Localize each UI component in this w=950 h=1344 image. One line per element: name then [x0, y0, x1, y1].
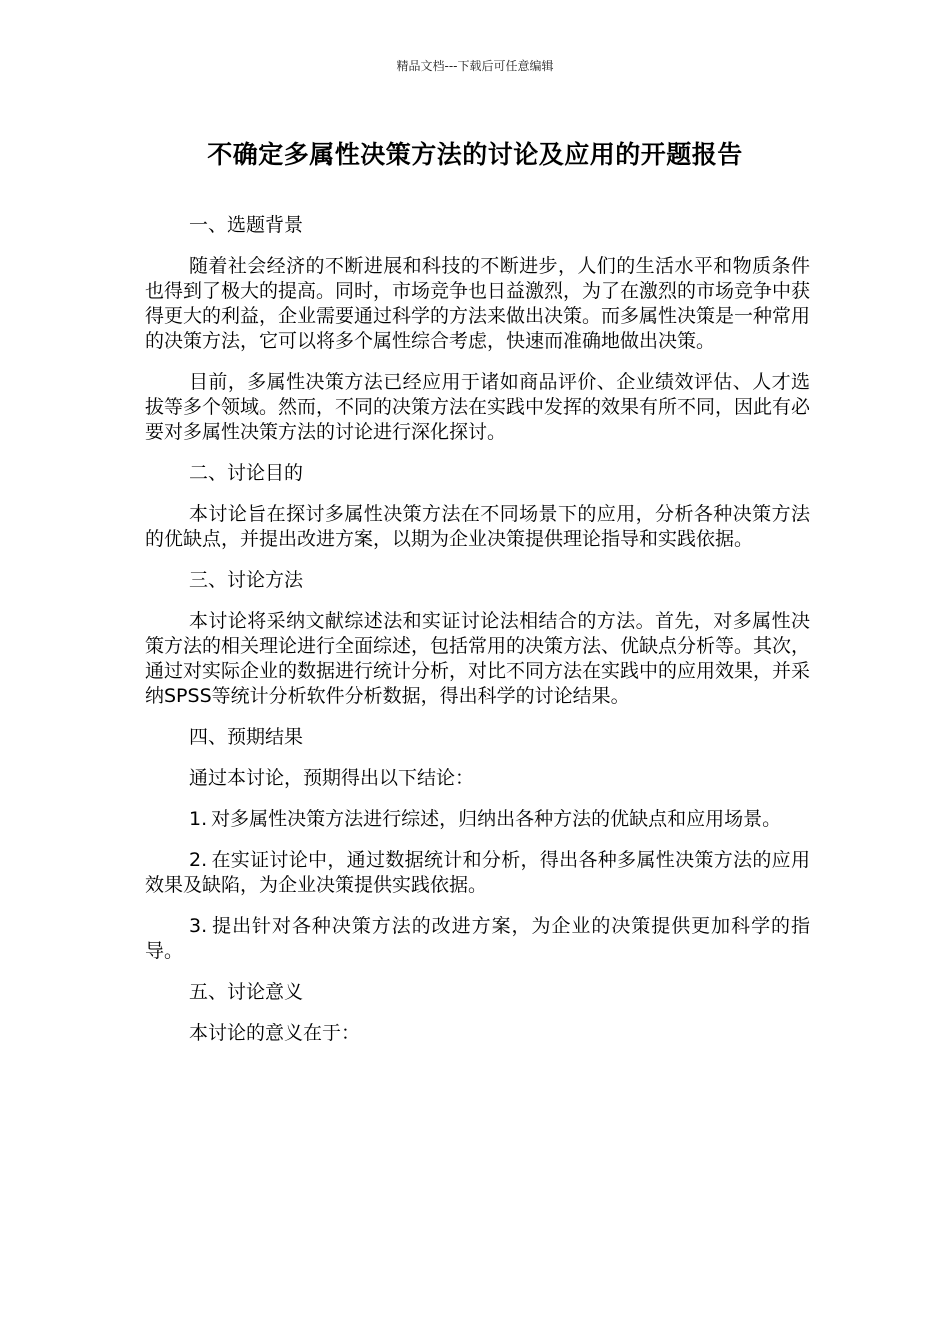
list-item-number: 1.	[189, 808, 208, 830]
method-paragraph: 本讨论将采纳文献综述法和实证讨论法相结合的方法。首先，对多属性决策方法的相关理论进行全面综述，包括常用的决策方法、优缺点分析等。其次，通过对实际企业的数据进行统计分析，对比不同方法在实践中的应用效果，并采纳SPSS等统计分析软件分析数据，得出科学的讨论结果。	[145, 610, 811, 707]
significance-intro: 本讨论的意义在于：	[189, 1022, 361, 1044]
section-heading-background: 一、选题背景	[189, 214, 304, 236]
list-item-number: 2.	[189, 849, 208, 871]
document-body	[145, 213, 810, 1062]
purpose-paragraph: 本讨论旨在探讨多属性决策方法在不同场景下的应用，分析各种决策方法的优缺点，并提出改进方案，以期为企业决策提供理论指导和实践依据。	[145, 503, 810, 550]
page-header: 精品文档---下载后可任意编辑	[396, 59, 554, 73]
list-item-number: 3.	[189, 915, 208, 937]
results-intro: 通过本讨论，预期得出以下结论：	[189, 767, 475, 789]
list-item-text: 提出针对各种决策方法的改进方案，为企业的决策提供更加科学的指导。	[145, 915, 810, 962]
background-paragraph-2: 目前，多属性决策方法已经应用于诸如商品评价、企业绩效评估、人才选拔等多个领域。然而，不同的决策方法在实践中发挥的效果有所不同，因此有必要对多属性决策方法的讨论进行深化探讨。	[145, 371, 811, 443]
results-list-item	[145, 807, 810, 832]
results-list-item	[145, 914, 810, 964]
background-paragraph-1: 随着社会经济的不断进展和科技的不断进步，人们的生活水平和物质条件也得到了极大的提高。同时，市场竞争也日益激烈，为了在激烈的市场竞争中获得更大的利益，企业需要通过科学的方法来做出决策。而多属性决策是一种常用的决策方法，它可以将多个属性综合考虑，快速而准确地做出决策。	[145, 255, 811, 352]
results-list-item	[145, 848, 810, 898]
document-title: 不确定多属性决策方法的讨论及应用的开题报告	[207, 140, 743, 169]
section-heading-purpose: 二、讨论目的	[189, 462, 304, 484]
list-item-text: 对多属性决策方法进行综述，归纳出各种方法的优缺点和应用场景。	[211, 808, 782, 830]
section-heading-method: 三、讨论方法	[189, 569, 304, 591]
list-item-text: 在实证讨论中，通过数据统计和分析，得出各种多属性决策方法的应用效果及缺陷，为企业决策提供实践依据。	[145, 849, 810, 896]
section-heading-results: 四、预期结果	[189, 726, 304, 748]
section-heading-significance: 五、讨论意义	[189, 981, 304, 1003]
